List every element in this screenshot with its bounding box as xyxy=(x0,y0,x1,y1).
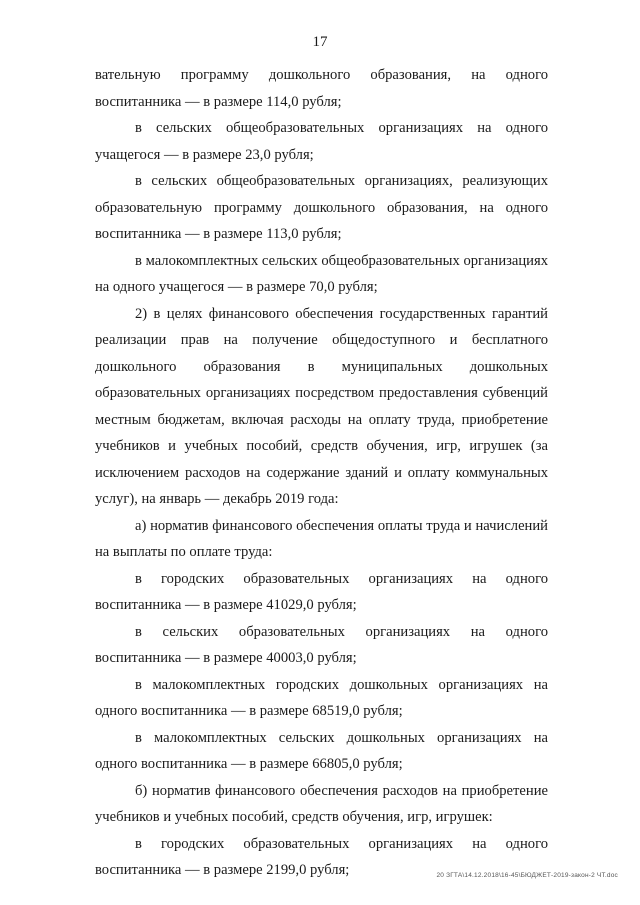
paragraph: в малокомплектных городских дошкольных организациях на одного воспитанника — в размере 68519,0 рубля; xyxy=(95,676,548,719)
paragraph: 2) в целях финансового обеспечения государственных гарантий реализации прав на получение общедоступного и бесплатного дошкольного образования в муниципальных дошкольных образовательных организациях посредством предоставления субвенций местным бюджетам, включая расходы на оплату труда, приобретение учебников и учебных пособий, средств обучения, игр, игрушек (за исключением расходов на содержание зданий и оплату коммунальных услуг), на январь — декабрь 2019 года: xyxy=(95,305,548,507)
paragraph: в сельских образовательных организациях на одного воспитанника — в размере 40003,0 рубля; xyxy=(95,623,548,666)
paragraph: а) норматив финансового обеспечения оплаты труда и начислений на выплаты по оплате труда: xyxy=(95,517,548,560)
paragraph: б) норматив финансового обеспечения расходов на приобретение учебников и учебных пособий, средств обучения, игр, игрушек: xyxy=(95,782,548,825)
document-body xyxy=(95,62,548,884)
paragraph: в малокомплектных сельских общеобразовательных организациях на одного учащегося — в размере 70,0 рубля; xyxy=(95,252,548,295)
file-path-footer: 20 ЗГТА\14.12.2018\16-45\БЮДЖЕТ-2019-закон-2 ЧТ.doc xyxy=(436,872,618,879)
paragraph: в сельских общеобразовательных организациях на одного учащегося — в размере 23,0 рубля; xyxy=(95,120,548,163)
paragraph: в городских образовательных организациях на одного воспитанника — в размере 41029,0 рубля; xyxy=(95,570,548,613)
paragraph: в сельских общеобразовательных организациях, реализующих образовательную программу дошкольного образования, на одного воспитанника — в размере 113,0 рубля; xyxy=(95,173,548,242)
paragraph: вательную программу дошкольного образования, на одного воспитанника — в размере 114,0 рубля; xyxy=(95,67,548,110)
paragraph: в городских образовательных организациях на одного воспитанника — в размере 2199,0 рубля; xyxy=(95,835,548,878)
paragraph: в малокомплектных сельских дошкольных организациях на одного воспитанника — в размере 66805,0 рубля; xyxy=(95,729,548,772)
page-number: 17 xyxy=(312,34,328,50)
